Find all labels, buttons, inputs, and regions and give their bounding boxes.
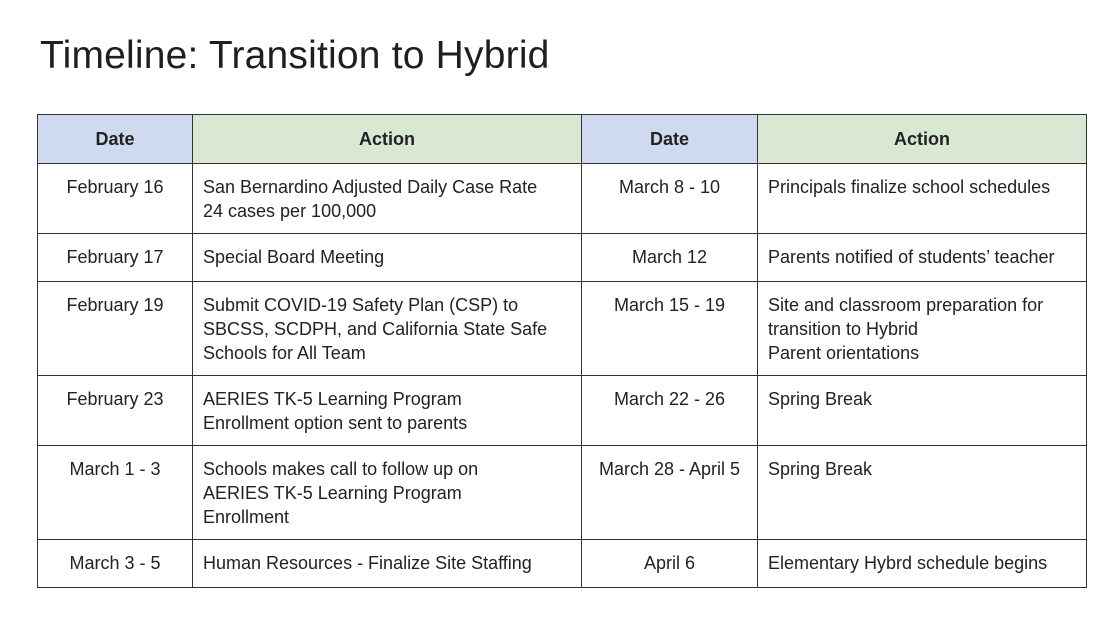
right-action-cell bbox=[758, 376, 1087, 446]
action-line: Human Resources - Finalize Site Staffing bbox=[203, 553, 532, 573]
timeline-table bbox=[37, 114, 1087, 588]
table-row bbox=[38, 376, 1087, 446]
right-date-cell: April 6 bbox=[582, 540, 758, 588]
right-action-cell bbox=[758, 446, 1087, 540]
action-line: Parents notified of students’ teacher bbox=[768, 247, 1055, 267]
right-date-cell: March 8 - 10 bbox=[582, 164, 758, 234]
action-line: Enrollment option sent to parents bbox=[203, 413, 468, 433]
action-line: Schools makes call to follow up on bbox=[203, 459, 479, 479]
right-date-cell: March 28 - April 5 bbox=[582, 446, 758, 540]
action-line: Parent orientations bbox=[768, 343, 920, 363]
right-action-cell bbox=[758, 540, 1087, 588]
left-action-cell bbox=[193, 164, 582, 234]
action-line: AERIES TK-5 Learning Program bbox=[203, 483, 462, 503]
table-row bbox=[38, 234, 1087, 282]
left-date-cell: February 19 bbox=[38, 282, 193, 376]
right-action-cell bbox=[758, 234, 1087, 282]
left-action-cell bbox=[193, 540, 582, 588]
table-row bbox=[38, 164, 1087, 234]
left-date-cell: February 17 bbox=[38, 234, 193, 282]
action-line: Schools for All Team bbox=[203, 343, 366, 363]
left-date-cell: February 16 bbox=[38, 164, 193, 234]
table-row bbox=[38, 282, 1087, 376]
page-title: Timeline: Transition to Hybrid bbox=[40, 34, 550, 77]
header-action-right: Action bbox=[758, 115, 1087, 164]
left-date-cell: March 1 - 3 bbox=[38, 446, 193, 540]
action-line: SBCSS, SCDPH, and California State Safe bbox=[203, 319, 548, 339]
action-line: Enrollment bbox=[203, 507, 290, 527]
table-row bbox=[38, 446, 1087, 540]
right-date-cell: March 12 bbox=[582, 234, 758, 282]
action-line: Principals finalize school schedules bbox=[768, 177, 1051, 197]
left-date-cell: February 23 bbox=[38, 376, 193, 446]
left-action-cell bbox=[193, 234, 582, 282]
action-line: 24 cases per 100,000 bbox=[203, 201, 377, 221]
left-action-cell bbox=[193, 446, 582, 540]
table-row bbox=[38, 540, 1087, 588]
action-line: Spring Break bbox=[768, 459, 873, 479]
right-action-cell bbox=[758, 164, 1087, 234]
action-line: Elementary Hybrd schedule begins bbox=[768, 553, 1048, 573]
right-date-cell: March 22 - 26 bbox=[582, 376, 758, 446]
action-line: transition to Hybrid bbox=[768, 319, 919, 339]
action-line: Special Board Meeting bbox=[203, 247, 385, 267]
action-line: Spring Break bbox=[768, 389, 873, 409]
header-date-left: Date bbox=[38, 115, 193, 164]
left-action-cell bbox=[193, 282, 582, 376]
table-header-row bbox=[38, 115, 1087, 164]
action-line: San Bernardino Adjusted Daily Case Rate bbox=[203, 177, 538, 197]
header-action-left: Action bbox=[193, 115, 582, 164]
action-line: Submit COVID-19 Safety Plan (CSP) to bbox=[203, 295, 519, 315]
action-line: Site and classroom preparation for bbox=[768, 295, 1044, 315]
right-action-cell bbox=[758, 282, 1087, 376]
left-date-cell: March 3 - 5 bbox=[38, 540, 193, 588]
header-date-right: Date bbox=[582, 115, 758, 164]
right-date-cell: March 15 - 19 bbox=[582, 282, 758, 376]
left-action-cell bbox=[193, 376, 582, 446]
action-line: AERIES TK-5 Learning Program bbox=[203, 389, 462, 409]
